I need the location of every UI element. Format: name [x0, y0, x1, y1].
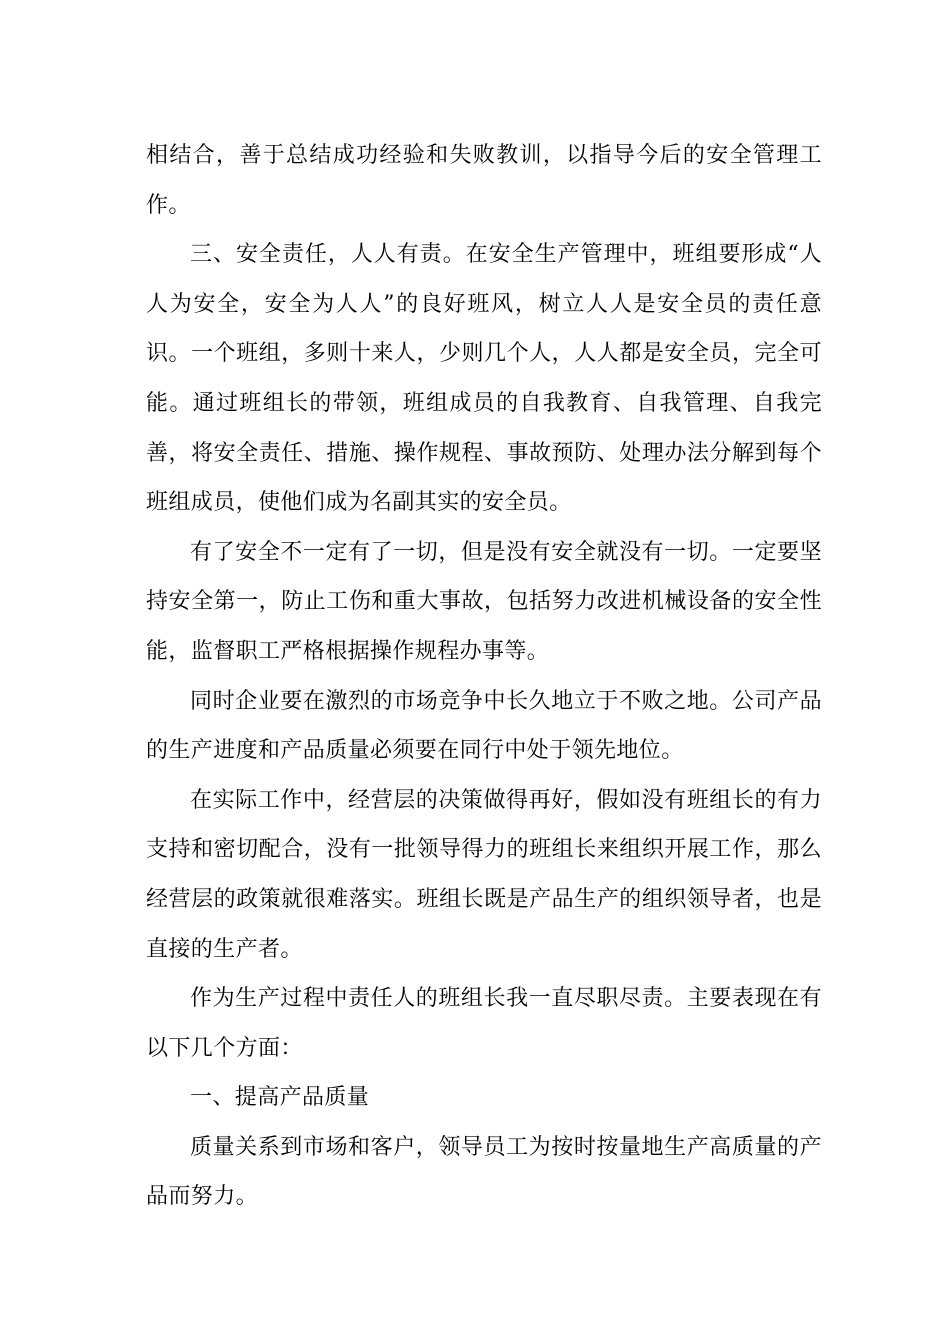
document-body	[146, 131, 822, 1222]
paragraph-safety-responsibility: 三、安全责任，人人有责。在安全生产管理中，班组要形成“人人为安全，安全为人人”的良好班风，树立人人是安全员的责任意识。一个班组，多则十来人，少则几个人，人人都是安全员，完全可能。通过班组长的带领，班组成员的自我教育、自我管理、自我完善，将安全责任、措施、操作规程、事故预防、处理办法分解到每个班组成员，使他们成为名副其实的安全员。	[146, 242, 822, 516]
paragraph-market-competition: 同时企业要在激烈的市场竞争中长久地立于不败之地。公司产品的生产进度和产品质量必须要在同行中处于领先地位。	[146, 688, 822, 764]
paragraph-safety-first: 有了安全不一定有了一切，但是没有安全就没有一切。一定要坚持安全第一，防止工伤和重大事故，包括努力改进机械设备的安全性能，监督职工严格根据操作规程办事等。	[146, 539, 822, 664]
paragraph-team-leader-role: 在实际工作中，经营层的决策做得再好，假如没有班组长的有力支持和密切配合，没有一批领导得力的班组长来组织开展工作，那么经营层的政策就很难落实。班组长既是产品生产的组织领导者，也是直接的生产者。	[146, 787, 822, 962]
section-heading-quality: 一、提高产品质量	[190, 1085, 370, 1111]
paragraph-quality: 质量关系到市场和客户，领导员工为按时按量地生产高质量的产品而努力。	[146, 1134, 822, 1210]
paragraph-duties-intro: 作为生产过程中责任人的班组长我一直尽职尽责。主要表现在有以下几个方面：	[146, 986, 822, 1061]
paragraph-continuation: 相结合，善于总结成功经验和失败教训，以指导今后的安全管理工作。	[146, 143, 822, 218]
